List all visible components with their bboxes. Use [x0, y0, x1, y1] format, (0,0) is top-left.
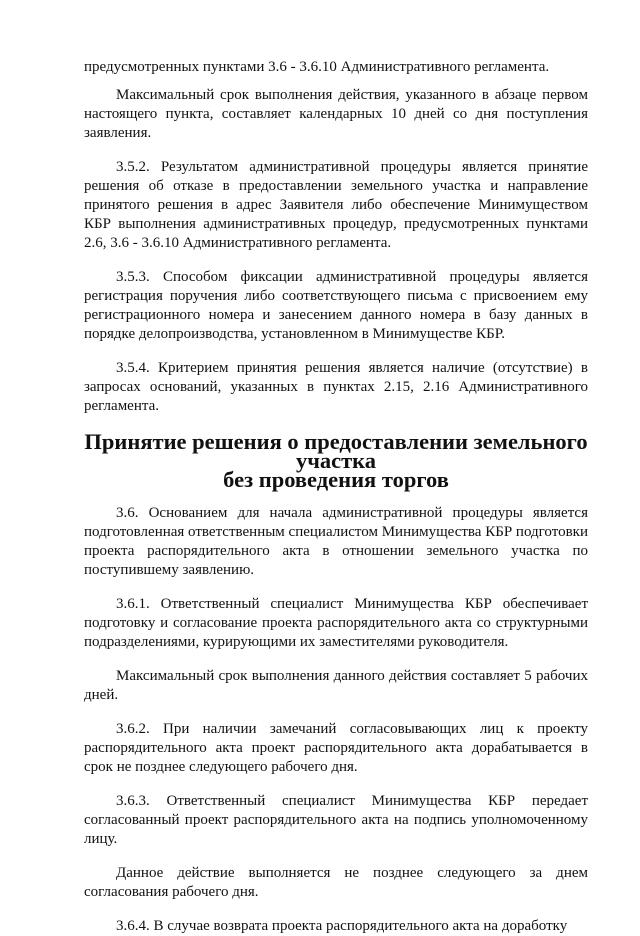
- section-heading: [84, 429, 588, 492]
- document-body: [84, 58, 588, 936]
- paragraph: 3.6.2. При наличии замечаний согласовывающих лиц к проекту распорядительного акта проект распорядительного акта дорабатывается в срок не позднее следующего рабочего дня.: [84, 721, 588, 775]
- paragraph: 3.5.2. Результатом административной процедуры является принятие решения об отказе в предоставлении земельного участка и направление принятого решения в адрес Заявителя либо обеспечение Минимуществом КБР выполнения административных процедур, предусмотренных пунктами 2.6, 3.6 - 3.6.10 Административного регламента.: [84, 159, 588, 251]
- paragraph: 3.5.3. Способом фиксации административной процедуры является регистрация поручения либо соответствующего письма с присвоением ему регистрационного номера и занесением данного номера в базу данных в порядке делопроизводства, установленном в Минимуществе КБР.: [84, 269, 588, 342]
- section-heading-line: без проведения торгов: [223, 467, 449, 492]
- paragraph: 3.6. Основанием для начала административной процедуры является подготовленная ответственным специалистом Минимущества КБР подготовки проекта распорядительного акта в отношении земельного участка по поступившему заявлению.: [84, 505, 588, 578]
- paragraph: 3.6.3. Ответственный специалист Минимущества КБР передает согласованный проект распорядительного акта на подпись уполномоченному лицу.: [84, 793, 588, 847]
- paragraph: предусмотренных пунктами 3.6 - 3.6.10 Административного регламента.: [84, 59, 550, 75]
- paragraph: Максимальный срок выполнения действия, указанного в абзаце первом настоящего пункта, составляет календарных 10 дней со дня поступления заявления.: [84, 87, 588, 141]
- section-heading-line: Принятие решения о предоставлении земельного участка: [84, 429, 588, 473]
- paragraph: 3.5.4. Критерием принятия решения является наличие (отсутствие) в запросах оснований, указанных в пунктах 2.15, 2.16 Административного регламента.: [84, 360, 588, 414]
- paragraph: Данное действие выполняется не позднее следующего за днем согласования рабочего дня.: [84, 865, 588, 900]
- paragraph: 3.6.4. В случае возврата проекта распорядительного акта на доработку: [116, 918, 568, 934]
- paragraph: 3.6.1. Ответственный специалист Минимущества КБР обеспечивает подготовку и согласование проекта распорядительного акта со структурными подразделениями, курирующими их заместителями руководителя.: [84, 596, 588, 650]
- paragraph: Максимальный срок выполнения данного действия составляет 5 рабочих дней.: [84, 668, 588, 703]
